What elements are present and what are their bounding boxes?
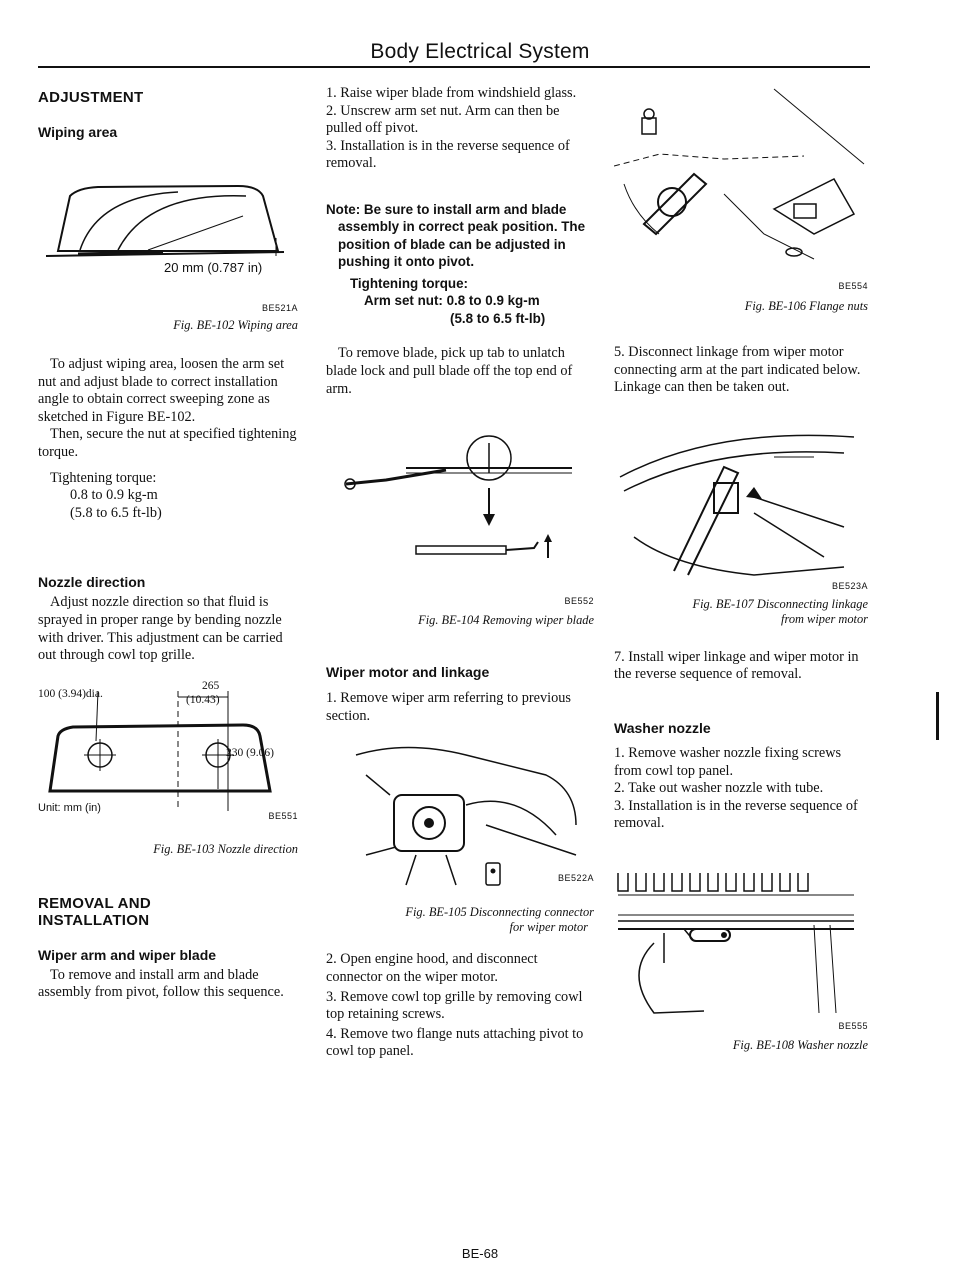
figure-be107 — [614, 417, 868, 597]
figure-code: BE554 — [838, 281, 868, 291]
figure-code: BE555 — [838, 1020, 868, 1031]
wiping-dimension-label: 20 mm (0.787 in) — [164, 260, 263, 275]
torque-label: Tightening torque: — [50, 469, 157, 486]
subheading-wiper-motor: Wiper motor and linkage — [326, 664, 490, 681]
torque-label: Tightening torque: — [350, 275, 469, 291]
paragraph: To remove blade, pick up tab to unlatch blade lock and pull blade off the top end of arm. — [326, 345, 573, 397]
figure-caption: Fig. BE-103 Nozzle direction — [153, 841, 298, 856]
step-item: 2. Unscrew arm set nut. Arm can then be pulled off pivot. — [326, 102, 560, 137]
figure-be105 — [326, 735, 594, 903]
step-item: 1. Raise wiper blade from windshield glass. — [326, 85, 577, 101]
figure-caption: Fig. BE-102 Wiping area — [173, 318, 298, 332]
subheading-wiping-area: Wiping area — [38, 124, 118, 140]
step-item: 2. Take out washer nozzle with tube. — [614, 780, 824, 797]
figure-be104 — [326, 428, 594, 613]
step-item: 7. Install wiper linkage and wiper motor in the reverse sequence of removal. — [614, 648, 859, 683]
figure-be103 — [38, 679, 298, 828]
header-rule — [38, 66, 870, 68]
figure-be108 — [614, 863, 868, 1038]
page-header — [0, 0, 960, 70]
figure-code: BE552 — [564, 596, 594, 607]
figure-caption: Fig. BE-104 Removing wiper blade — [418, 613, 594, 628]
linkage-diagram — [614, 417, 868, 577]
torque-value-imperial: (5.8 to 6.5 ft-lb) — [70, 504, 162, 521]
nozzle-width-inch-label: (10.43) — [186, 693, 220, 706]
page-title: Body Electrical System — [370, 40, 590, 63]
nozzle-width-label: 265 — [202, 679, 220, 692]
nozzle-dia-label: 100 (3.94)dia. — [38, 687, 103, 700]
wiping-area-diagram — [38, 156, 298, 276]
torque-value-metric: 0.8 to 0.9 kg-m — [70, 487, 158, 504]
subheading-nozzle-direction: Nozzle direction — [38, 574, 146, 591]
flange-nuts-diagram — [614, 84, 868, 274]
paragraph: Adjust nozzle direction so that fluid is sprayed in proper range by bending nozzle with driver. This adjustment can be carried out through cowl top grille. — [38, 594, 283, 664]
step-item: 3. Installation is in the reverse sequence of removal. — [326, 137, 570, 172]
step-item: 1. Remove wiper arm referring to previous section. — [326, 690, 571, 724]
subheading-wiper-arm: Wiper arm and wiper blade — [38, 946, 217, 963]
wiper-motor-diagram — [326, 735, 594, 903]
figure-code: BE522A — [557, 873, 594, 884]
washer-nozzle-diagram — [614, 863, 868, 1023]
unit-label: Unit: mm (in) — [38, 801, 101, 814]
step-item: 4. Remove two flange nuts attaching pivot to cowl top panel. — [326, 1025, 584, 1060]
paragraph: To remove and install arm and blade assembly from pivot, follow this sequence. — [38, 966, 284, 1001]
figure-be102 — [38, 156, 298, 331]
torque-value-imperial: (5.8 to 6.5 ft-lb) — [450, 310, 546, 326]
subheading-washer-nozzle: Washer nozzle — [614, 719, 711, 736]
step-item: 1. Remove washer nozzle fixing screws from cowl top panel. — [614, 744, 842, 779]
figure-caption: Fig. BE-107 Disconnecting linkage — [692, 596, 868, 611]
step-item: 2. Open engine hood, and disconnect connector on the wiper motor. — [326, 951, 538, 986]
step-item: 3. Installation is in the reverse sequence of removal. — [614, 797, 858, 832]
figure-caption: Fig. BE-105 Disconnecting connector — [405, 905, 594, 920]
torque-value: Arm set nut: 0.8 to 0.9 kg-m — [364, 293, 540, 309]
figure-code: BE521A — [261, 303, 298, 313]
section-heading-removal: REMOVAL AND — [38, 894, 152, 912]
paragraph: Then, secure the nut at specified tightening torque. — [38, 426, 297, 460]
wiper-blade-diagram — [326, 428, 594, 578]
column-left — [38, 80, 298, 1002]
figure-caption-continued: from wiper motor — [781, 611, 868, 626]
page-number: BE-68 — [461, 1246, 499, 1261]
figure-caption-continued: for wiper motor — [509, 920, 588, 935]
figure-caption: Fig. BE-108 Washer nozzle — [732, 1037, 868, 1052]
margin-revision-bar — [936, 692, 939, 740]
step-item: 3. Remove cowl top grille by removing cowl top retaining screws. — [326, 988, 583, 1023]
section-heading-installation: INSTALLATION — [38, 911, 150, 929]
column-middle — [326, 80, 594, 1061]
nozzle-height-label: 230 (9.06) — [226, 746, 274, 759]
note-block: Note: Be sure to install arm and blade assembly in correct peak position. The position of blade can be adjusted in pushing it onto pivot. — [326, 201, 586, 270]
figure-be106 — [614, 84, 868, 299]
figure-code: BE523A — [831, 580, 868, 591]
figure-code: BE551 — [268, 810, 298, 821]
section-heading-adjustment: ADJUSTMENT — [38, 89, 144, 106]
paragraph: To adjust wiping area, loosen the arm set nut and adjust blade to correct installation angle to obtain correct sweeping zone as sketched in Figure BE-102. — [38, 356, 285, 425]
figure-caption: Fig. BE-106 Flange nuts — [744, 299, 868, 313]
column-right — [614, 80, 868, 1053]
step-item: 5. Disconnect linkage from wiper motor connecting arm at the part indicated below. Linkage can then be taken out. — [614, 344, 861, 396]
